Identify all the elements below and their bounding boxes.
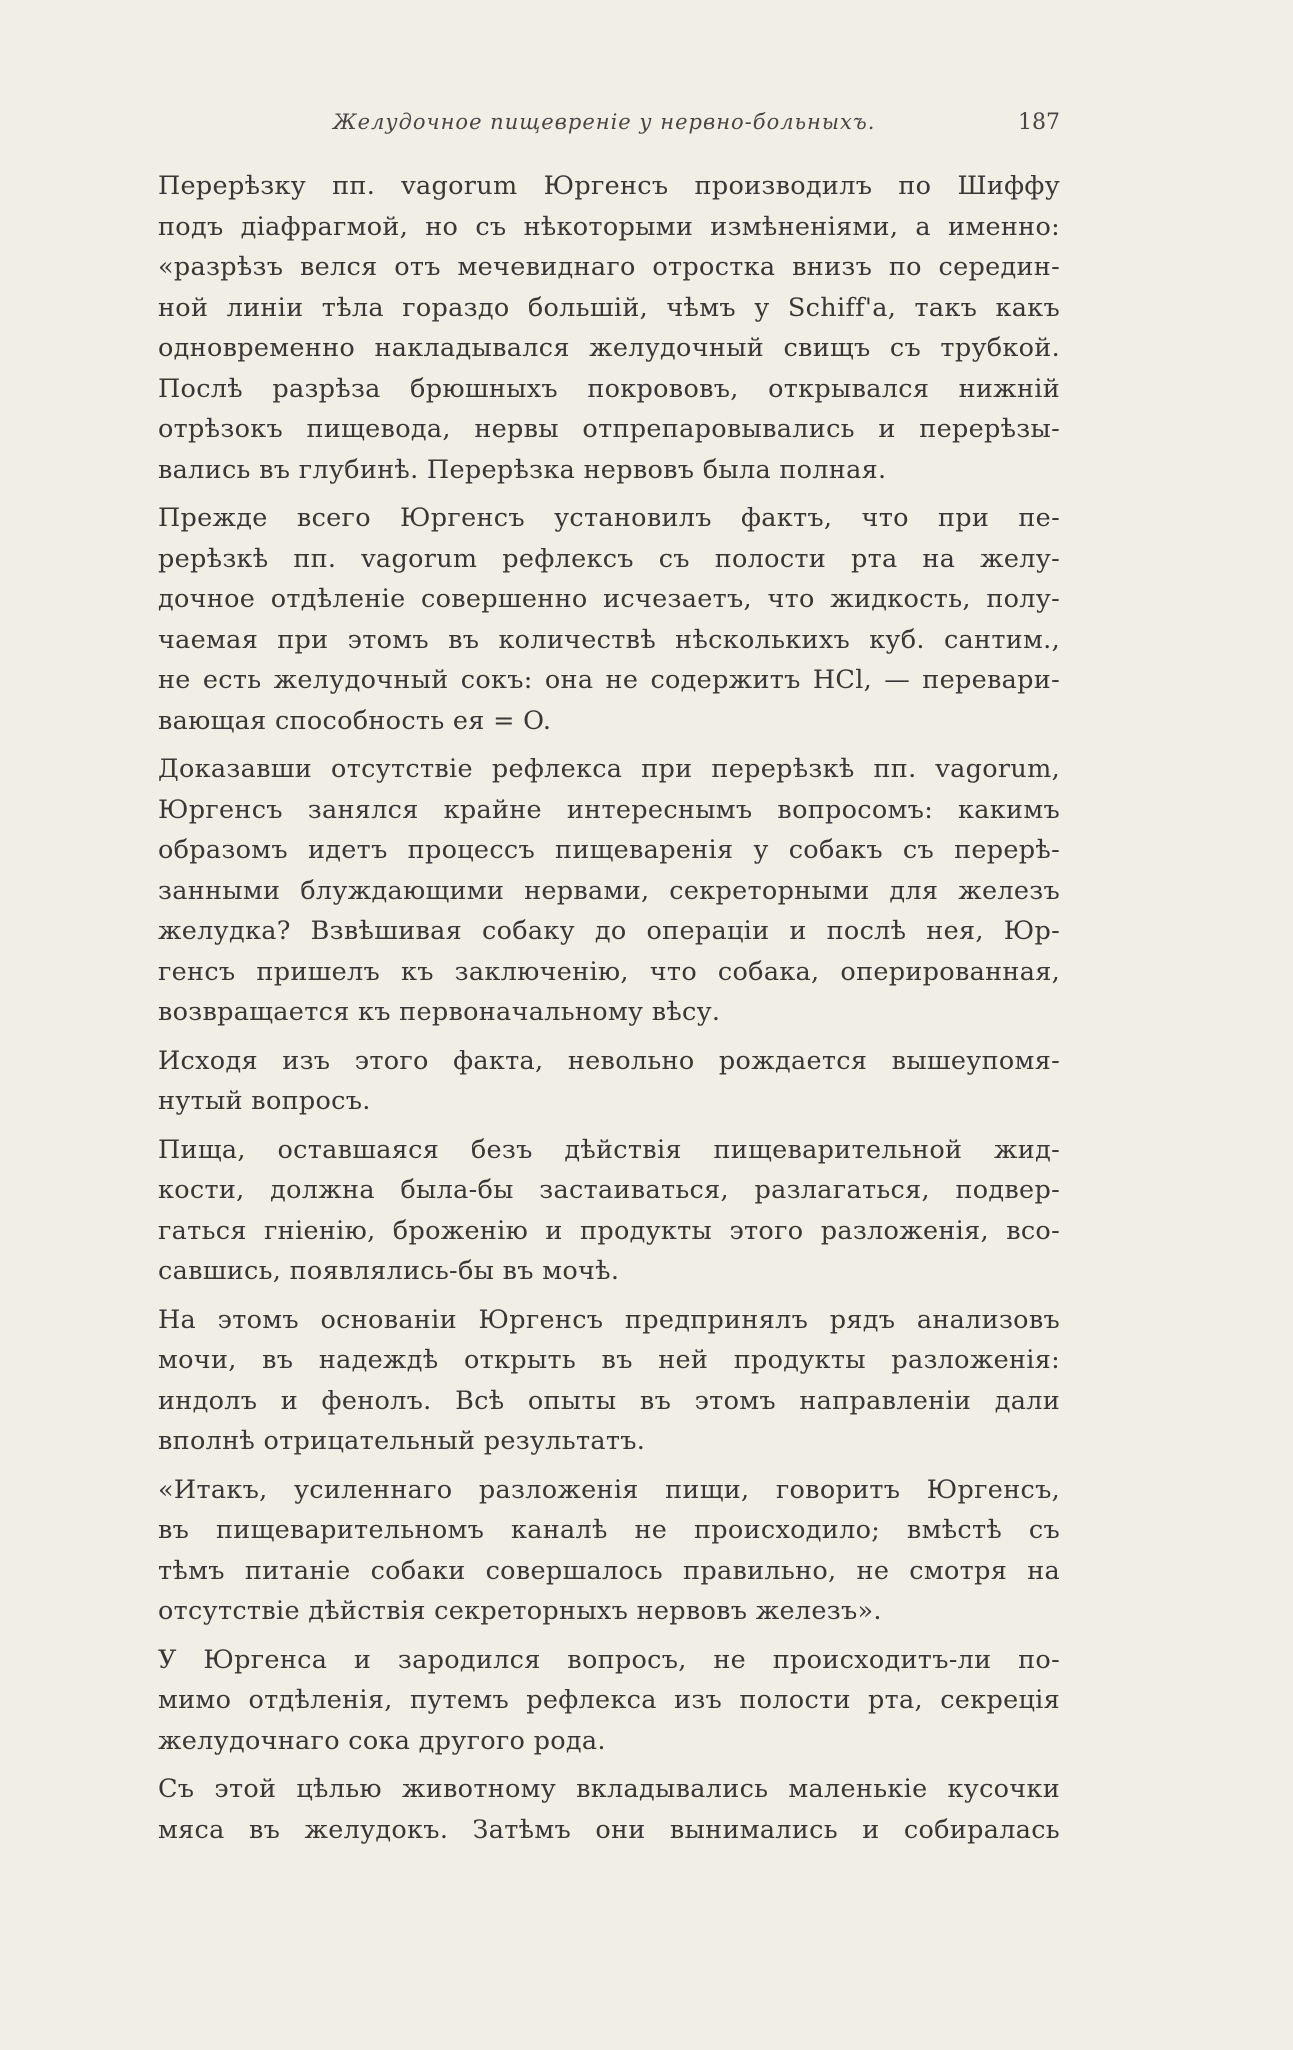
text-line: Послѣ разрѣза брюшныхъ покрововъ, открывался нижній (158, 373, 1060, 404)
text-line: нутый вопросъ. (158, 1086, 371, 1116)
text-line: савшись, появлялись-бы въ мочѣ. (158, 1256, 620, 1286)
text-line: мочи, въ надеждѣ открыть въ ней продукты разложенія: (158, 1345, 1060, 1375)
text-line: Прежде всего Юргенсъ установилъ фактъ, что при пе- (158, 503, 1060, 533)
paragraph (158, 1470, 1060, 1632)
text-line: тѣмъ питаніе собаки совершалось правильно, не смотря на (158, 1555, 1060, 1586)
running-head (158, 110, 1060, 150)
text-line: Съ этой цѣлью животному вкладывались маленькіе кусочки (158, 1774, 1060, 1804)
text-line: вались въ глубинѣ. Перерѣзка нервовъ была полная. (158, 454, 887, 485)
text-line: Юргенсъ занялся крайне интереснымъ вопросомъ: какимъ (158, 794, 1060, 825)
text-line: «разрѣзъ велся отъ мечевиднаго отростка внизъ по середин- (158, 252, 1060, 282)
text-line: ной линіи тѣла гораздо большій, чѣмъ у Schiff'а, такъ какъ (158, 292, 1060, 323)
text-line: мимо отдѣленія, путемъ рефлекса изъ полости рта, секреція (158, 1685, 1060, 1715)
paragraph (158, 1640, 1060, 1762)
text-line: дочное отдѣленіе совершенно исчезаетъ, что жидкость, полу- (158, 584, 1060, 614)
paragraph (158, 1041, 1060, 1122)
text-line: вающая способность ея = O. (158, 705, 552, 736)
text-line: въ пищеварительномъ каналѣ не происходило; вмѣстѣ съ (158, 1515, 1060, 1545)
text-line: желудочнаго сока другого рода. (158, 1725, 606, 1756)
text-line: У Юргенса и зародился вопросъ, не происходитъ-ли по- (158, 1644, 1060, 1675)
text-line: возвращается къ первоначальному вѣсу. (158, 997, 721, 1027)
text-line: рерѣзкѣ пп. vagorum рефлексъ съ полости рта на желу- (158, 543, 1060, 574)
running-title: Желудочное пищевреніе у нервно-больныхъ. (333, 110, 876, 134)
text-line: гаться гніенію, броженію и продукты этого разложенія, всо- (158, 1215, 1060, 1246)
paragraph (158, 1300, 1060, 1462)
text-line: индолъ и фенолъ. Всѣ опыты въ этомъ направленіи дали (158, 1385, 1060, 1416)
text-line: отсутствіе дѣйствія секреторныхъ нервовъ железъ». (158, 1596, 882, 1626)
text-line: Перерѣзку пп. vagorum Юргенсъ производилъ по Шиффу (158, 171, 1060, 201)
text-line: не есть желудочный сокъ: она не содержитъ HCl, — перевари- (158, 665, 1060, 695)
text-line: Пища, оставшаяся безъ дѣйствія пищеварительной жид- (158, 1134, 1060, 1165)
page-number: 187 (1018, 110, 1060, 135)
text-line: одновременно накладывался желудочный свищъ съ трубкой. (158, 333, 1060, 363)
text-line: отрѣзокъ пищевода, нервы отпрепаровывались и перерѣзы- (158, 414, 1060, 444)
text-line: На этомъ основаніи Юргенсъ предпринялъ рядъ анализовъ (158, 1304, 1060, 1335)
text-line: вполнѣ отрицательный результатъ. (158, 1426, 646, 1456)
text-line: генсъ пришелъ къ заключенію, что собака, оперированная, (158, 956, 1060, 987)
text-line: образомъ идетъ процессъ пищеваренія у собакъ съ перерѣ- (158, 835, 1060, 865)
text-line: мяса въ желудокъ. Затѣмъ они вынимались и собиралась (158, 1814, 1060, 1845)
text-line: подъ діафрагмой, но съ нѣкоторыми измѣненіями, а именно: (158, 211, 1060, 242)
paragraph (158, 749, 1060, 1033)
text-line: желудка? Взвѣшивая собаку до операціи и послѣ нея, Юр- (158, 916, 1060, 946)
paragraph (158, 1769, 1060, 1850)
text-line: кости, должна была-бы застаиваться, разлагаться, подвер- (158, 1175, 1060, 1205)
text-line: Исходя изъ этого факта, невольно рождается вышеупомя- (158, 1045, 1060, 1076)
text-line: чаемая при этомъ въ количествѣ нѣсколькихъ куб. сантим., (158, 624, 1060, 655)
text-line: «Итакъ, усиленнаго разложенія пищи, говоритъ Юргенсъ, (158, 1474, 1060, 1505)
paragraph (158, 498, 1060, 741)
paragraph (158, 166, 1060, 490)
body-text (158, 166, 1060, 1858)
paragraph (158, 1130, 1060, 1292)
text-line: занными блуждающими нервами, секреторными для железъ (158, 875, 1060, 906)
text-line: Доказавши отсутствіе рефлекса при перерѣзкѣ пп. vagorum, (158, 754, 1060, 784)
